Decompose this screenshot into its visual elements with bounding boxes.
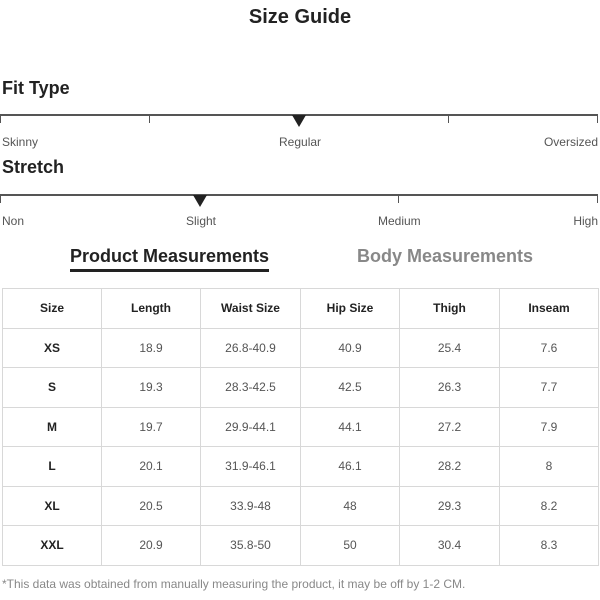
size-cell: XL	[3, 486, 102, 526]
length-cell: 20.9	[102, 526, 201, 566]
inseam-cell: 7.6	[500, 328, 599, 368]
length-cell: 20.1	[102, 447, 201, 487]
column-header-size: Size	[3, 289, 102, 329]
fit-type-tick	[597, 114, 598, 123]
hip-cell: 48	[301, 486, 400, 526]
waist-cell: 33.9-48	[201, 486, 301, 526]
fit-type-title: Fit Type	[2, 78, 70, 98]
inseam-cell: 7.7	[500, 368, 599, 408]
column-header-inseam: Inseam	[500, 289, 599, 329]
waist-cell: 26.8-40.9	[201, 328, 301, 368]
column-header-thigh: Thigh	[400, 289, 500, 329]
size-cell: S	[3, 368, 102, 408]
stretch-scale-line	[0, 194, 598, 196]
waist-cell: 31.9-46.1	[201, 447, 301, 487]
size-cell: M	[3, 407, 102, 447]
stretch-tick	[597, 194, 598, 203]
fit-type-tick	[0, 114, 1, 123]
stretch-label-slight: Slight	[186, 214, 217, 228]
thigh-cell: 29.3	[400, 486, 500, 526]
tab-body-measurements[interactable]: Body Measurements	[357, 246, 534, 266]
length-cell: 19.7	[102, 407, 201, 447]
length-cell: 18.9	[102, 328, 201, 368]
thigh-cell: 28.2	[400, 447, 500, 487]
stretch-label-non: Non	[2, 214, 25, 228]
inseam-cell: 8.3	[500, 526, 599, 566]
measurement-disclaimer: *This data was obtained from manually measuring the product, it may be off by 1-2 CM.	[2, 577, 466, 591]
inseam-cell: 8.2	[500, 486, 599, 526]
table-row	[3, 447, 599, 487]
tab-product-measurements[interactable]: Product Measurements	[70, 246, 269, 272]
stretch-label-high: High	[573, 214, 598, 228]
fit-type-tick	[149, 114, 150, 123]
fit-type-label-regular: Regular	[279, 135, 322, 149]
thigh-cell: 26.3	[400, 368, 500, 408]
waist-cell: 29.9-44.1	[201, 407, 301, 447]
table-header-row	[3, 289, 599, 329]
hip-cell: 50	[301, 526, 400, 566]
hip-cell: 40.9	[301, 328, 400, 368]
table-row	[3, 407, 599, 447]
page-title: Size Guide	[248, 6, 352, 28]
stretch-tick	[398, 194, 399, 203]
inseam-cell: 8	[500, 447, 599, 487]
measurements-table	[2, 288, 599, 566]
stretch-title: Stretch	[2, 157, 65, 177]
hip-cell: 42.5	[301, 368, 400, 408]
table-row	[3, 328, 599, 368]
fit-type-marker-icon	[292, 115, 306, 127]
length-cell: 19.3	[102, 368, 201, 408]
waist-cell: 35.8-50	[201, 526, 301, 566]
stretch-tick	[0, 194, 1, 203]
fit-type-label-skinny: Skinny	[2, 135, 39, 149]
table-row	[3, 368, 599, 408]
size-cell: XS	[3, 328, 102, 368]
waist-cell: 28.3-42.5	[201, 368, 301, 408]
stretch-label-medium: Medium	[378, 214, 421, 228]
thigh-cell: 30.4	[400, 526, 500, 566]
hip-cell: 46.1	[301, 447, 400, 487]
column-header-waist: Waist Size	[201, 289, 301, 329]
stretch-marker-icon	[193, 195, 207, 207]
inseam-cell: 7.9	[500, 407, 599, 447]
size-cell: L	[3, 447, 102, 487]
table-row	[3, 526, 599, 566]
fit-type-tick	[448, 114, 449, 123]
column-header-length: Length	[102, 289, 201, 329]
column-header-hip: Hip Size	[301, 289, 400, 329]
length-cell: 20.5	[102, 486, 201, 526]
hip-cell: 44.1	[301, 407, 400, 447]
fit-type-label-oversized: Oversized	[543, 135, 598, 149]
thigh-cell: 25.4	[400, 328, 500, 368]
table-row	[3, 486, 599, 526]
size-cell: XXL	[3, 526, 102, 566]
thigh-cell: 27.2	[400, 407, 500, 447]
